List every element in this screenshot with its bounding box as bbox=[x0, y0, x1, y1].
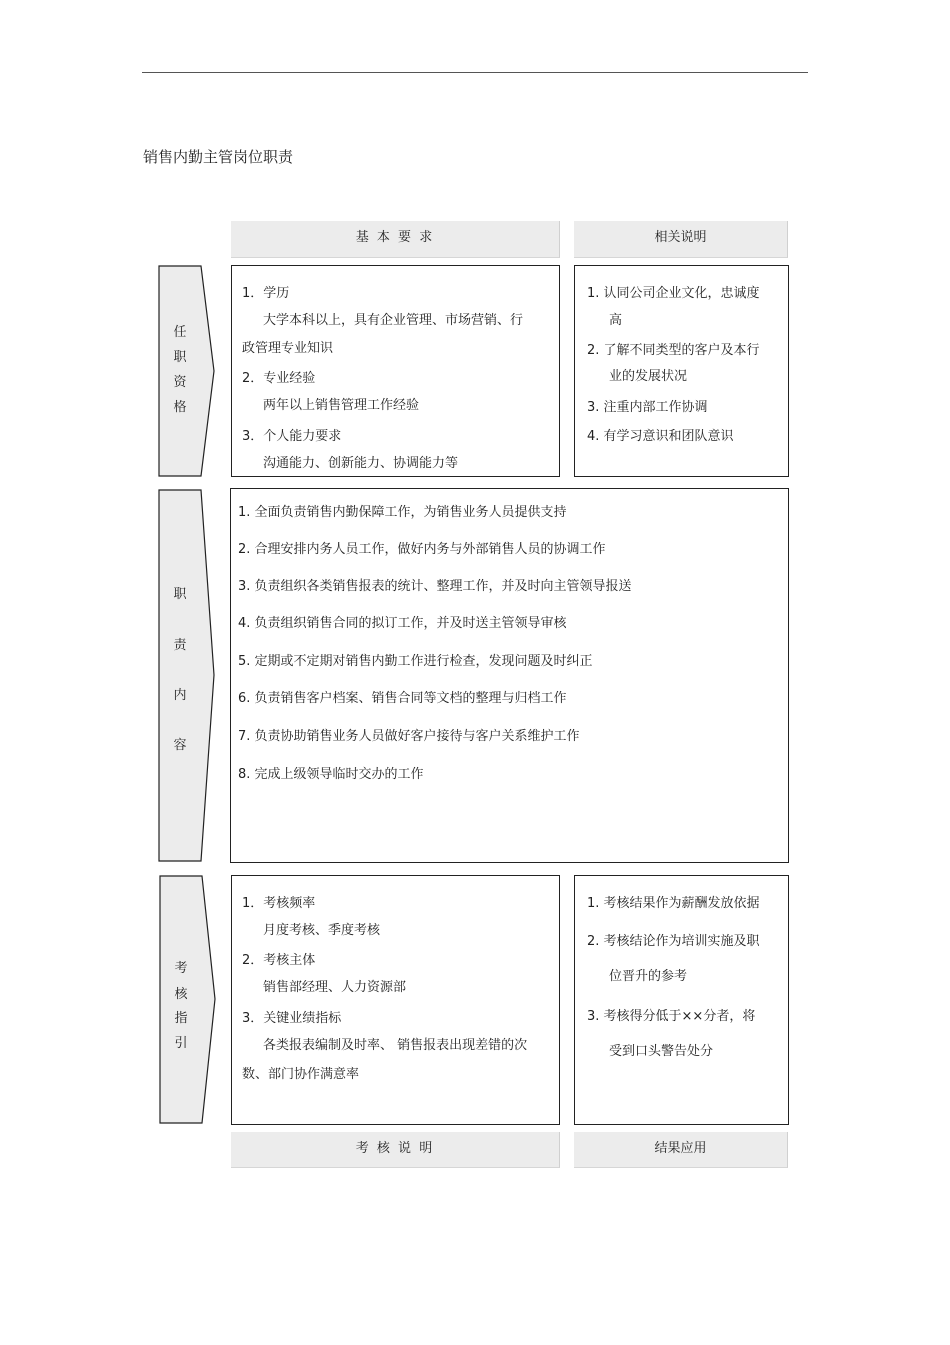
duty-item: 6. 负责销售客户档案、销售合同等文档的整理与归档工作 bbox=[238, 691, 567, 706]
side-label-char: 考 bbox=[174, 961, 188, 976]
side-label-char: 格 bbox=[173, 400, 187, 415]
side-label-char: 职 bbox=[173, 350, 187, 365]
assessment-result-box bbox=[574, 875, 789, 1125]
qual-note: 高 bbox=[609, 313, 623, 328]
qualification-requirements-box bbox=[231, 265, 560, 477]
side-label-char: 核 bbox=[174, 987, 188, 1002]
assess-item-heading: 2．考核主体 bbox=[242, 953, 316, 968]
header-basic-requirements: 基 本 要 求 bbox=[231, 221, 560, 258]
side-label-char: 任 bbox=[173, 325, 187, 340]
duty-item: 2. 合理安排内务人员工作，做好内务与外部销售人员的协调工作 bbox=[238, 542, 606, 557]
qualification-notes-box bbox=[574, 265, 789, 477]
qual-item-text: 两年以上销售管理工作经验 bbox=[263, 398, 420, 413]
qual-item-text: 政管理专业知识 bbox=[242, 341, 334, 356]
duty-item: 5. 定期或不定期对销售内勤工作进行检查，发现问题及时纠正 bbox=[238, 654, 593, 669]
side-label-char: 容 bbox=[173, 738, 187, 753]
assess-item-text: 月度考核、季度考核 bbox=[263, 923, 381, 938]
side-label-char: 内 bbox=[173, 688, 187, 703]
assess-result-item: 位晋升的参考 bbox=[609, 969, 688, 984]
assess-result-item: 3. 考核得分低于××分者，将 bbox=[587, 1009, 756, 1024]
assessment-description-box bbox=[231, 875, 560, 1125]
qual-item-heading: 2．专业经验 bbox=[242, 371, 316, 386]
qual-note: 业的发展状况 bbox=[609, 369, 688, 384]
qual-item-text: 大学本科以上，具有企业管理、市场营销、行 bbox=[263, 313, 524, 328]
duty-item: 3. 负责组织各类销售报表的统计、整理工作，并及时向主管领导报送 bbox=[238, 579, 632, 594]
qual-note: 3. 注重内部工作协调 bbox=[587, 400, 708, 415]
side-label-char: 职 bbox=[173, 587, 187, 602]
assess-result-item: 受到口头警告处分 bbox=[609, 1044, 714, 1059]
assess-item-text: 数、部门协作满意率 bbox=[242, 1067, 360, 1082]
side-label-char: 资 bbox=[173, 375, 187, 390]
side-tab-assessment bbox=[159, 875, 219, 1124]
side-tab-qualification bbox=[158, 265, 218, 477]
arrow-tab-shape bbox=[158, 489, 218, 862]
duty-content-box bbox=[230, 488, 789, 863]
side-label-char: 责 bbox=[173, 638, 187, 653]
assess-item-text: 各类报表编制及时率、 销售报表出现差错的次 bbox=[263, 1038, 528, 1053]
qual-item-heading: 3．个人能力要求 bbox=[242, 429, 342, 444]
assess-item-heading: 1．考核频率 bbox=[242, 896, 316, 911]
assess-result-item: 2. 考核结论作为培训实施及职 bbox=[587, 934, 760, 949]
assess-result-item: 1. 考核结果作为薪酬发放依据 bbox=[587, 896, 760, 911]
side-tab-duty bbox=[158, 489, 218, 862]
duty-item: 7. 负责协助销售业务人员做好客户接待与客户关系维护工作 bbox=[238, 729, 580, 744]
document-title: 销售内勤主管岗位职责 bbox=[143, 148, 294, 166]
header-result-application: 结果应用 bbox=[574, 1132, 788, 1168]
side-label-char: 指 bbox=[174, 1011, 188, 1026]
assess-item-heading: 3．关键业绩指标 bbox=[242, 1011, 342, 1026]
duty-item: 1. 全面负责销售内勤保障工作，为销售业务人员提供支持 bbox=[238, 505, 567, 520]
qual-note: 4. 有学习意识和团队意识 bbox=[587, 429, 734, 444]
header-assessment-description: 考 核 说 明 bbox=[231, 1132, 560, 1168]
top-rule bbox=[142, 72, 808, 73]
side-label-char: 引 bbox=[174, 1036, 188, 1051]
qual-note: 2. 了解不同类型的客户及本行 bbox=[587, 343, 760, 358]
header-related-notes: 相关说明 bbox=[574, 221, 788, 258]
qual-note: 1. 认同公司企业文化，忠诚度 bbox=[587, 286, 760, 301]
qual-item-text: 沟通能力、创新能力、协调能力等 bbox=[263, 456, 459, 471]
duty-item: 4. 负责组织销售合同的拟订工作，并及时送主管领导审核 bbox=[238, 616, 567, 631]
duty-item: 8. 完成上级领导临时交办的工作 bbox=[238, 767, 424, 782]
qual-item-heading: 1．学历 bbox=[242, 286, 290, 301]
assess-item-text: 销售部经理、人力资源部 bbox=[263, 980, 407, 995]
